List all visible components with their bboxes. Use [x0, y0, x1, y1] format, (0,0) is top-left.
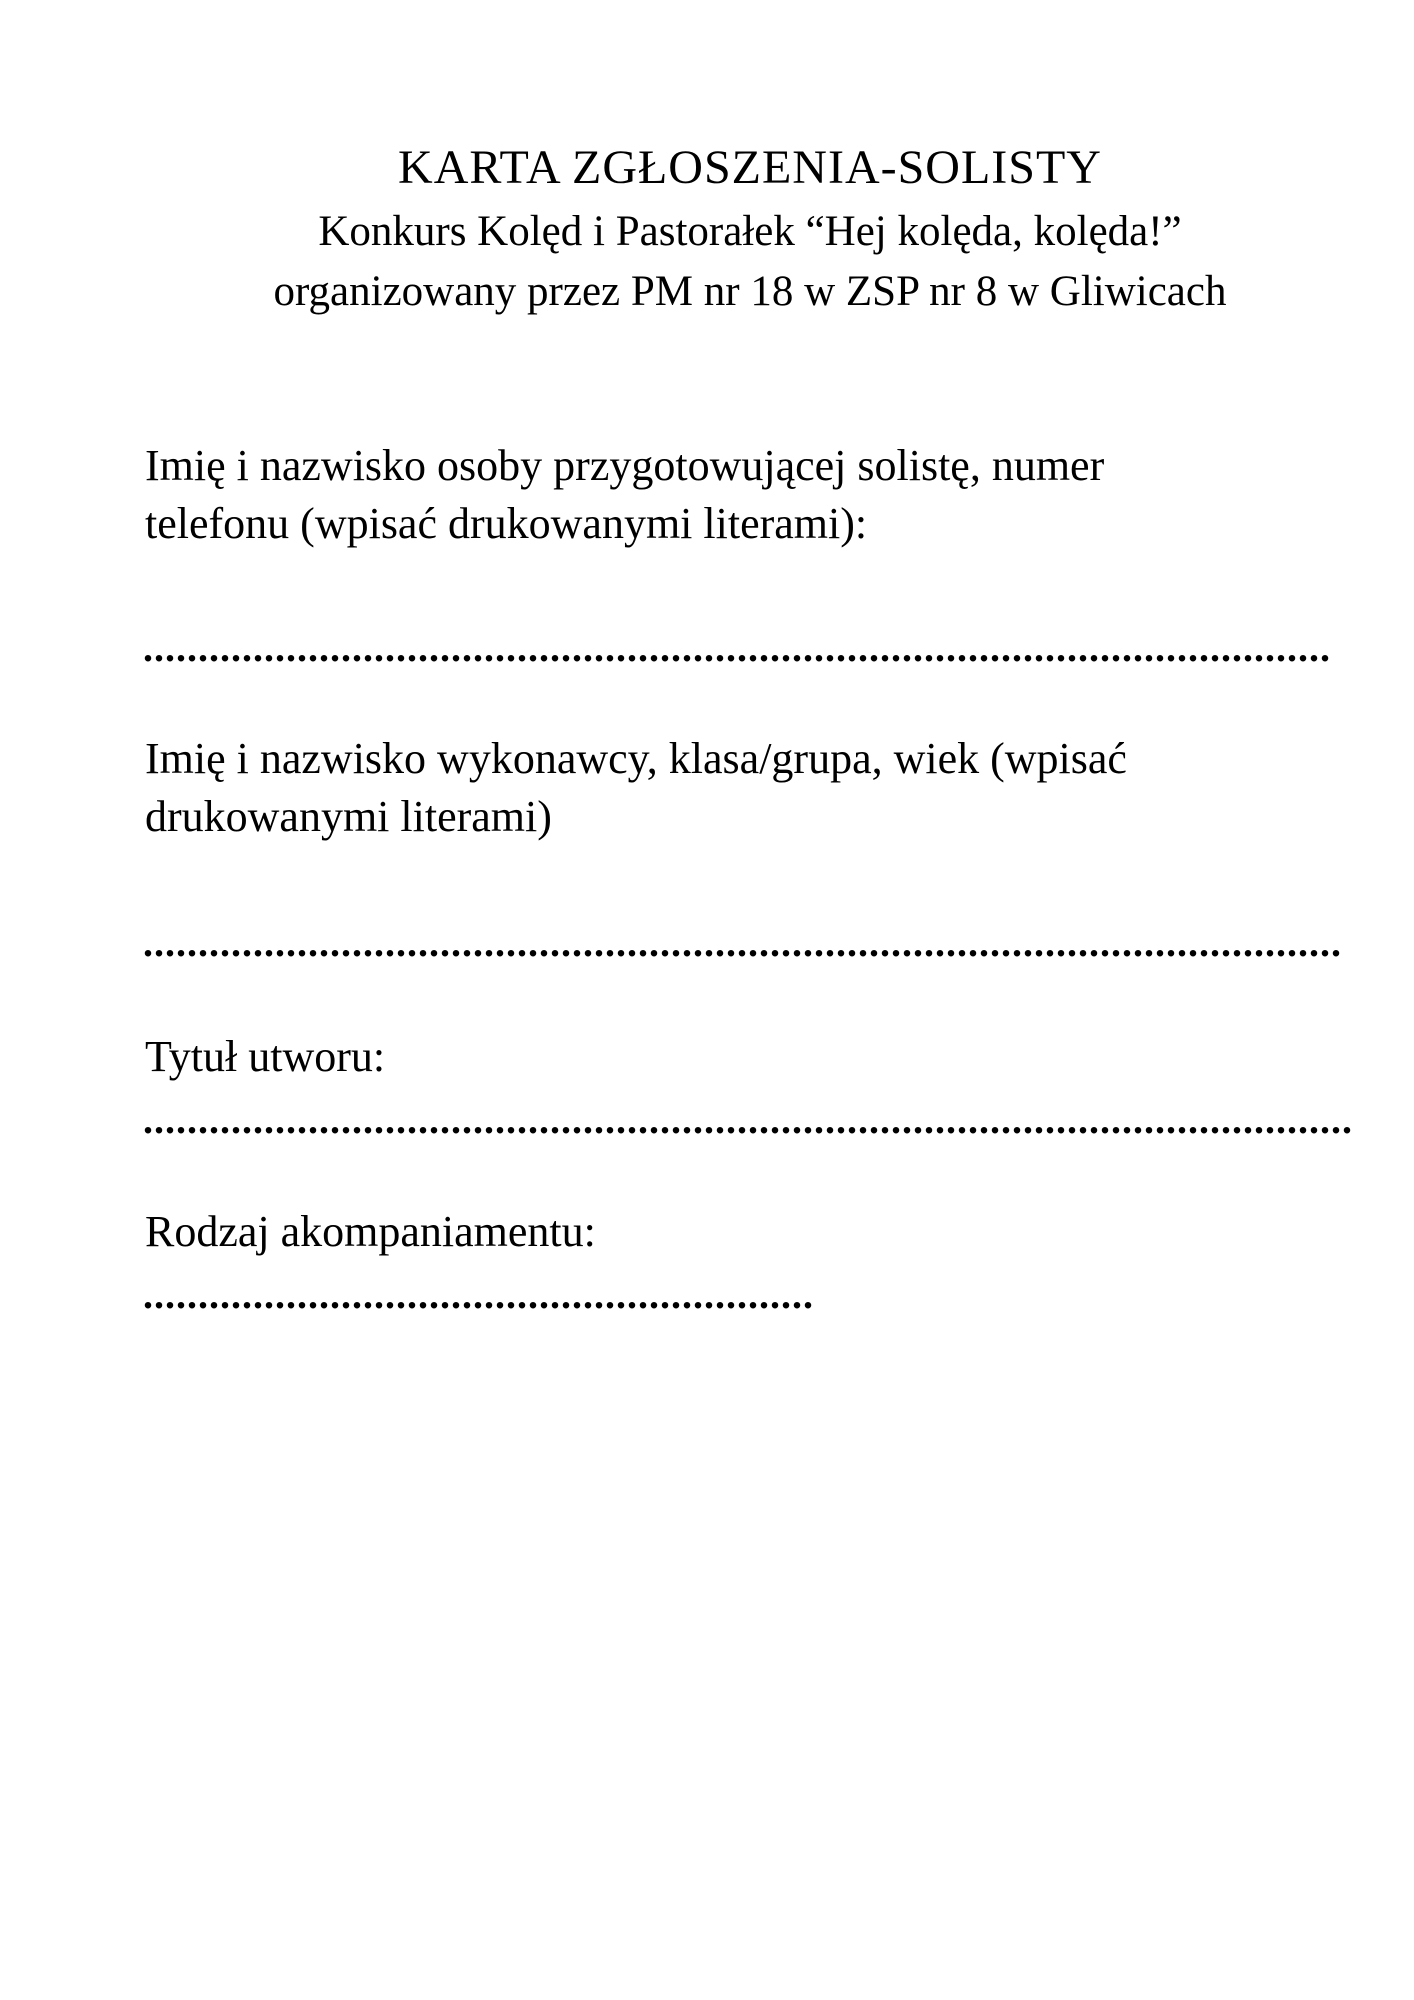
field-label-song-title-line1: Tytuł utworu: — [145, 1032, 386, 1081]
dotted-fill-line-preparer-name: ............................................................................................................ — [143, 625, 1331, 670]
field-label-performer-name-line2: drukowanymi literami) — [145, 792, 552, 841]
form-subtitle-line1: Konkurs Kolęd i Pastorałek “Hej kolęda, kolęda!” — [318, 208, 1182, 255]
field-label-preparer-name-line1: Imię i nazwisko osoby przygotowującej solistę, numer — [145, 441, 1105, 490]
field-label-accompaniment-type-line1: Rodzaj akompaniamentu: — [145, 1207, 596, 1256]
form-title: KARTA ZGŁOSZENIA-SOLISTY — [398, 141, 1102, 194]
dotted-fill-line-performer-name: ............................................................................................................. — [143, 920, 1342, 965]
field-label-performer-name-line1: Imię i nazwisko wykonawcy, klasa/grupa, wiek (wpisać — [145, 734, 1127, 783]
field-label-accompaniment-type — [145, 1203, 1380, 1261]
dotted-fill-line-song-title: .............................................................................................................. — [143, 1097, 1353, 1142]
form-subtitle-line2: organizowany przez PM nr 18 w ZSP nr 8 w Gliwicach — [273, 268, 1227, 315]
field-label-song-title — [145, 1028, 1380, 1086]
field-label-performer-name — [145, 730, 1380, 846]
field-label-preparer-name-line2: telefonu (wpisać drukowanymi literami): — [145, 499, 868, 548]
dotted-fill-line-accompaniment-type: ............................................................. — [143, 1272, 814, 1317]
field-label-preparer-name — [145, 437, 1380, 553]
form-subtitle — [145, 202, 1355, 322]
